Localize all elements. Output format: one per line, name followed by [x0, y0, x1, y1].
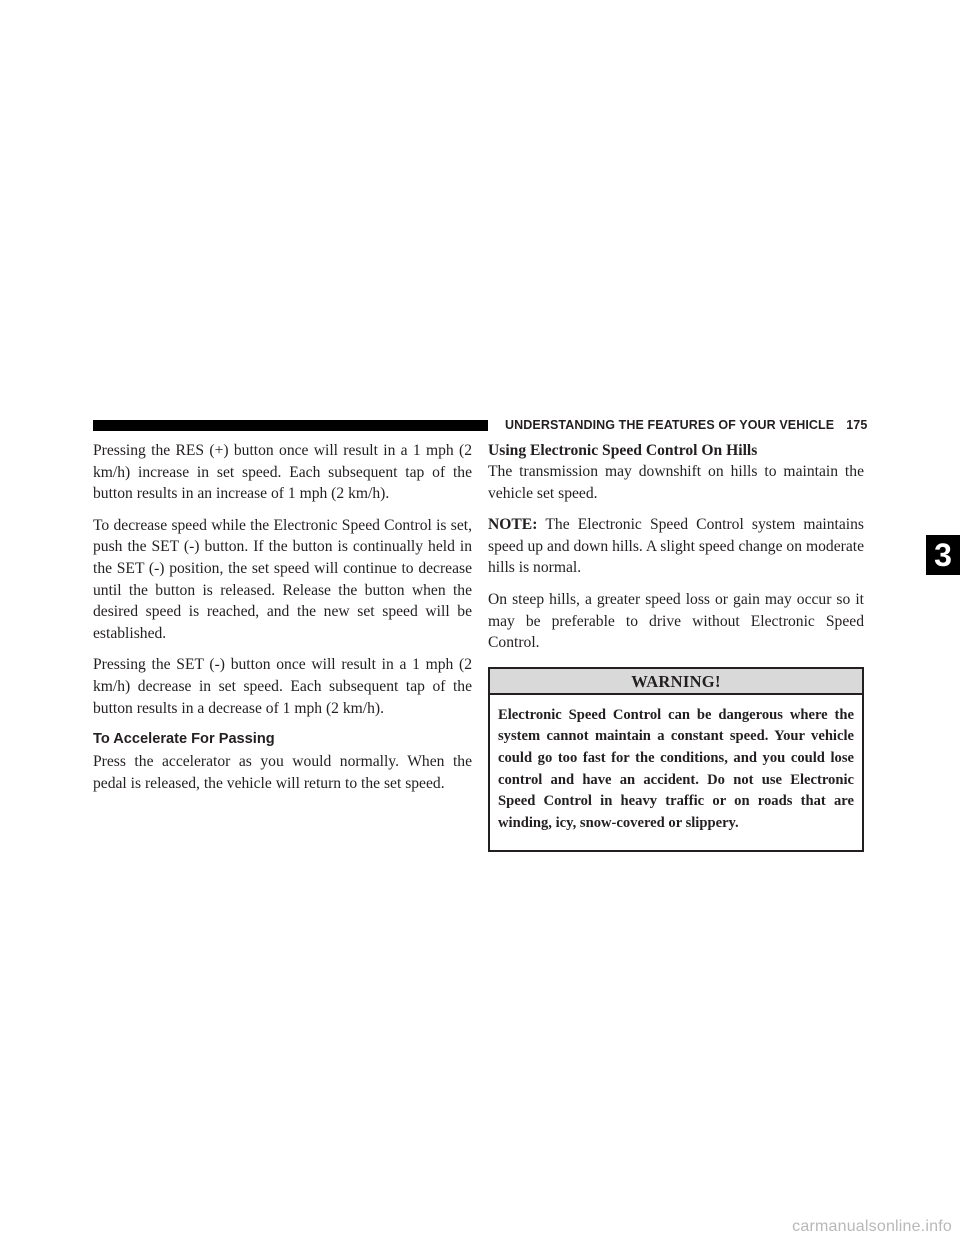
note-label: NOTE: — [488, 516, 538, 534]
paragraph: The transmission may downshift on hills to maintain the vehicle set speed. — [488, 463, 864, 502]
right-column — [488, 440, 864, 852]
paragraph: On steep hills, a greater speed loss or gain may occur so it may be preferable to drive without Electronic Speed Control. — [488, 590, 864, 652]
footer-watermark: carmanualsonline.info — [792, 1218, 952, 1235]
note — [488, 514, 864, 579]
left-column — [93, 440, 472, 804]
warning-box — [488, 667, 864, 853]
warning-title: WARNING! — [490, 669, 862, 695]
section-heading: To Accelerate For Passing — [93, 731, 275, 748]
paragraph: Press the accelerator as you would normally. When the pedal is released, the vehicle will return to the set speed. — [93, 753, 472, 792]
paragraph: To decrease speed while the Electronic Speed Control is set, push the SET (-) button. If the button is continually held in the SET (-) position, the set speed will continue to decrease until the button is released. Release the button when the desired speed is reached, and the new set speed will be established. — [93, 516, 472, 642]
header-rule — [93, 420, 488, 431]
note-text: The Electronic Speed Control system maintains speed up and down hills. A slight speed change on moderate hills is normal. — [488, 516, 864, 577]
section-title: UNDERSTANDING THE FEATURES OF YOUR VEHICLE — [505, 418, 835, 432]
chapter-tab: 3 — [926, 535, 960, 575]
section-heading: Using Electronic Speed Control On Hills — [488, 442, 758, 459]
running-header — [505, 418, 868, 432]
page-number: 175 — [846, 418, 868, 432]
paragraph: Pressing the SET (-) button once will result in a 1 mph (2 km/h) decrease in set speed. Each subsequent tap of the button results in a decrease of 1 mph (2 km/h). — [93, 656, 472, 717]
paragraph: Pressing the RES (+) button once will result in a 1 mph (2 km/h) increase in set speed. Each subsequent tap of the button results in an increase of 1 mph (2 km/h). — [93, 442, 472, 503]
warning-text: Electronic Speed Control can be dangerous where the system cannot maintain a constant speed. Your vehicle could go too fast for the conditions, and you could lose control and have an accident. Do not use Electronic Speed Control in heavy traffic or on roads that are winding, icy, snow-covered or slippery. — [498, 706, 854, 831]
